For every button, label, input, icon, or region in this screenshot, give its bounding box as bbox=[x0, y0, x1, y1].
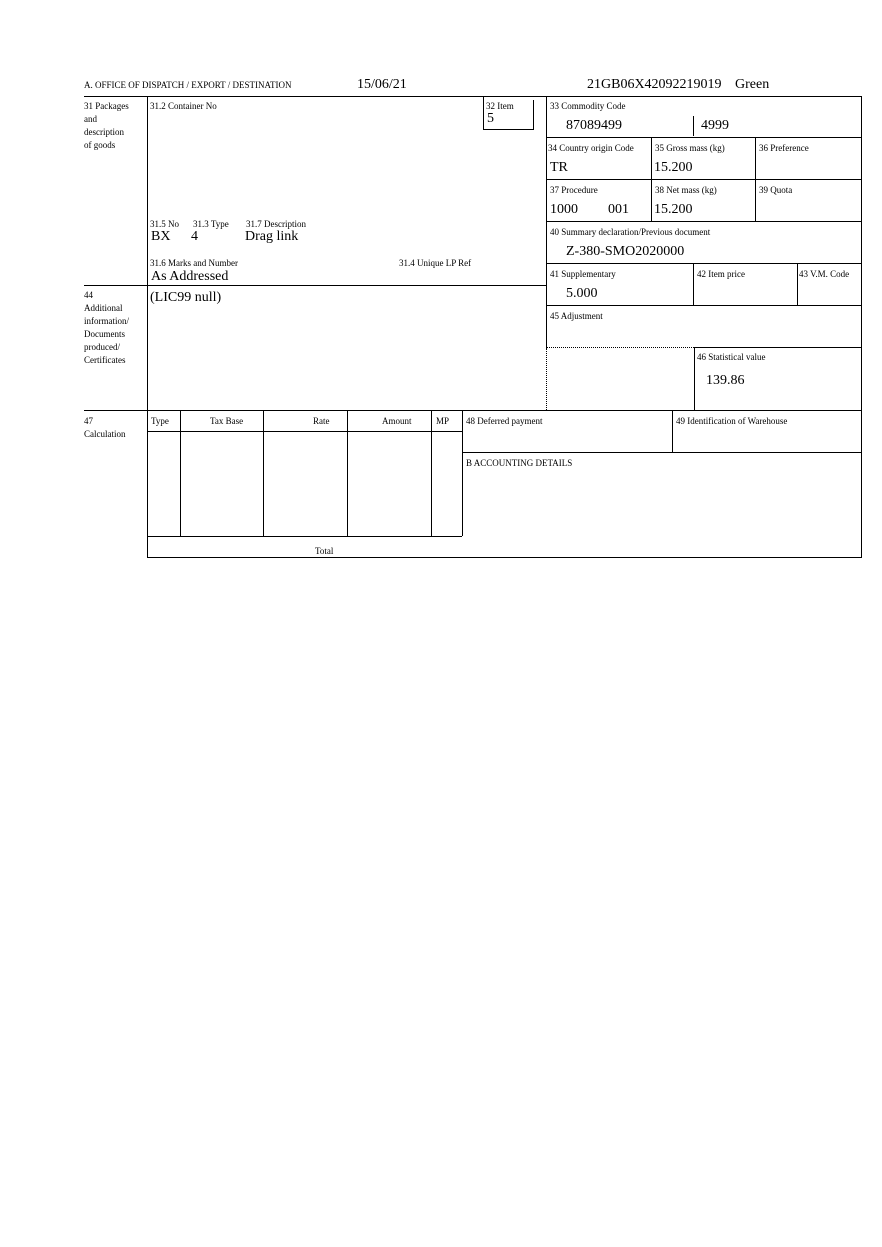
procedure-label: 37 Procedure bbox=[550, 185, 598, 195]
additional-info-label: 44 Additional information/ Documents produced/ Certificates bbox=[84, 290, 129, 365]
statistical-value-label: 46 Statistical value bbox=[697, 352, 766, 362]
packages-no-label: 31.5 No bbox=[150, 219, 179, 229]
country-origin-label: 34 Country origin Code bbox=[548, 143, 634, 153]
packages-no-value: BX bbox=[151, 229, 171, 244]
gross-mass-value: 15.200 bbox=[654, 160, 693, 175]
declaration-reference: 21GB06X42092219019 bbox=[587, 77, 722, 92]
declaration-date: 15/06/21 bbox=[357, 77, 407, 92]
marks-number-label: 31.6 Marks and Number bbox=[150, 258, 238, 268]
statistical-value: 139.86 bbox=[706, 373, 745, 388]
supplementary-value: 5.000 bbox=[566, 286, 598, 301]
packages-description-label: 31.7 Description bbox=[246, 219, 306, 229]
calc-total-label: Total bbox=[315, 546, 334, 556]
calc-column-type: Type bbox=[151, 416, 169, 426]
item-value: 5 bbox=[487, 111, 494, 126]
calculation-label: 47 Calculation bbox=[84, 416, 126, 439]
country-origin-value: TR bbox=[550, 160, 568, 175]
packages-type-value: 4 bbox=[191, 229, 198, 244]
calc-column-mp: MP bbox=[436, 416, 450, 426]
gross-mass-label: 35 Gross mass (kg) bbox=[655, 143, 725, 153]
route-colour: Green bbox=[735, 77, 770, 92]
procedure-additional-value: 001 bbox=[608, 202, 629, 217]
supplementary-label: 41 Supplementary bbox=[550, 269, 616, 279]
preference-label: 36 Preference bbox=[759, 143, 809, 153]
item-label: 32 Item bbox=[486, 101, 514, 111]
calc-column-amount: Amount bbox=[382, 416, 412, 426]
net-mass-label: 38 Net mass (kg) bbox=[655, 185, 717, 195]
packages-description-value: Drag link bbox=[245, 229, 299, 244]
warehouse-id-label: 49 Identification of Warehouse bbox=[676, 416, 788, 426]
accounting-details-label: B ACCOUNTING DETAILS bbox=[466, 458, 573, 468]
commodity-code-value: 87089499 bbox=[566, 118, 622, 133]
calc-column-rate: Rate bbox=[313, 416, 330, 426]
office-label: A. OFFICE OF DISPATCH / EXPORT / DESTINATION bbox=[84, 80, 292, 90]
vm-code-label: 43 V.M. Code bbox=[799, 269, 850, 279]
quota-label: 39 Quota bbox=[759, 185, 793, 195]
commodity-code-label: 33 Commodity Code bbox=[550, 101, 626, 111]
marks-number-value: As Addressed bbox=[151, 269, 229, 284]
net-mass-value: 15.200 bbox=[654, 202, 693, 217]
deferred-payment-label: 48 Deferred payment bbox=[466, 416, 543, 426]
procedure-value: 1000 bbox=[550, 202, 578, 217]
item-price-label: 42 Item price bbox=[697, 269, 745, 279]
adjustment-label: 45 Adjustment bbox=[550, 311, 603, 321]
packages-label: 31 Packages and description of goods bbox=[84, 101, 129, 150]
commodity-code-suffix: 4999 bbox=[701, 118, 729, 133]
unique-lp-ref-label: 31.4 Unique LP Ref bbox=[399, 258, 472, 268]
summary-declaration-value: Z-380-SMO2020000 bbox=[566, 244, 685, 259]
container-no-label: 31.2 Container No bbox=[150, 101, 217, 111]
calc-column-tax-base: Tax Base bbox=[210, 416, 244, 426]
summary-declaration-label: 40 Summary declaration/Previous document bbox=[550, 227, 711, 237]
packages-type-label: 31.3 Type bbox=[193, 219, 229, 229]
additional-info-value: (LIC99 null) bbox=[150, 290, 222, 305]
